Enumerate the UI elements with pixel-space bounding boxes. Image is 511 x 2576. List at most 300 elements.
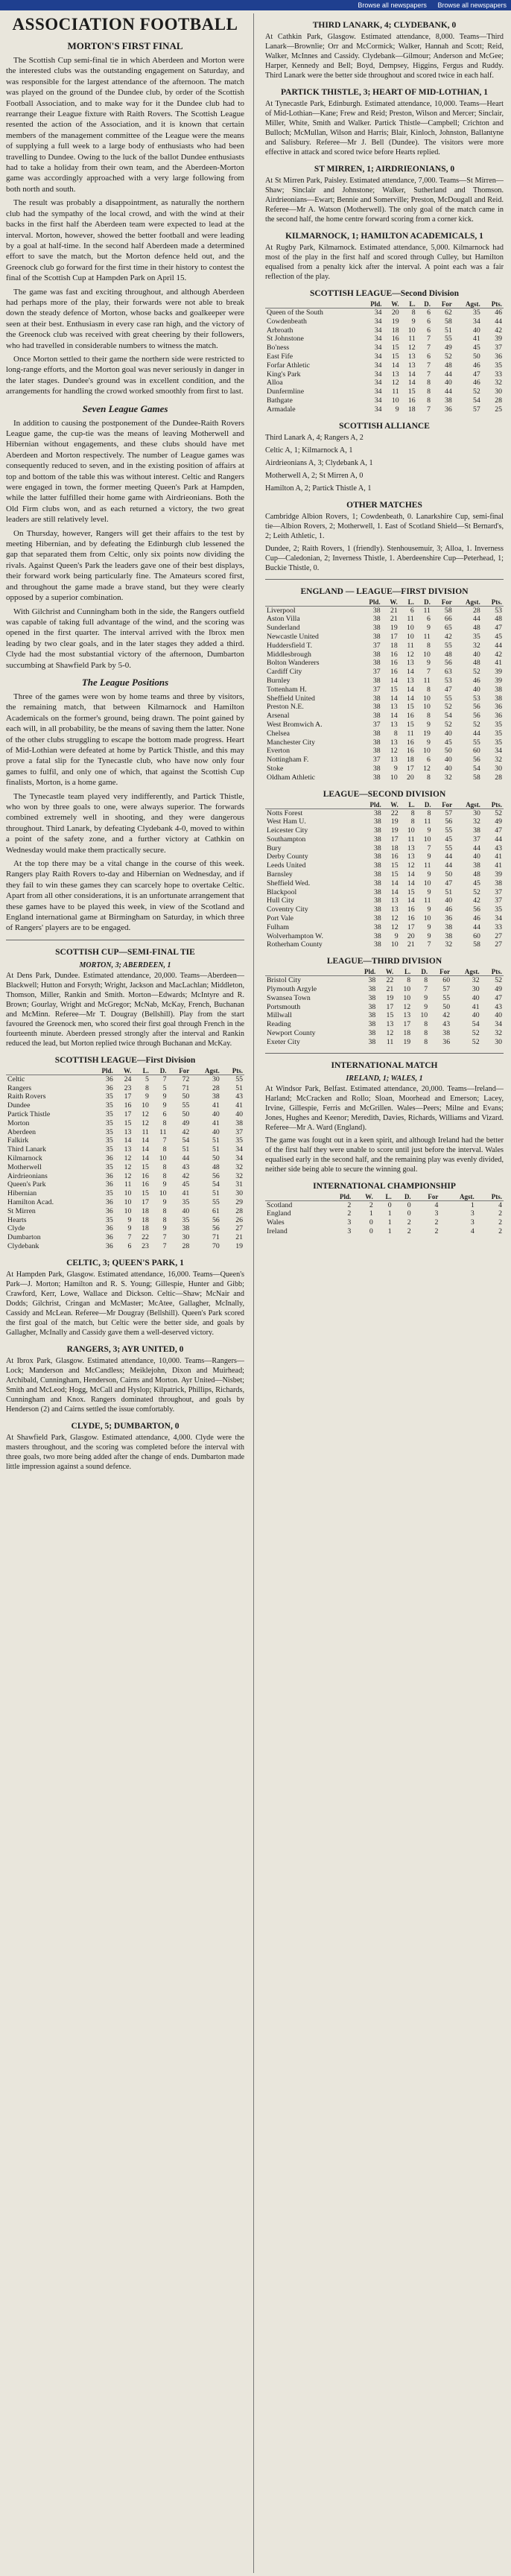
table-header-cell: W. — [382, 598, 399, 607]
table-cell: 15 — [142, 1189, 149, 1198]
section-heading: MORTON'S FIRST FINAL — [67, 40, 183, 51]
table-header-cell: D. — [416, 598, 432, 607]
table-cell: 6 — [410, 606, 414, 615]
table-cell: Southampton — [267, 835, 306, 844]
table-cell: 38 — [372, 738, 381, 747]
table-cell: 12 — [390, 923, 399, 931]
table-cell: 9 — [395, 405, 399, 414]
table-cell: 35 — [105, 1101, 113, 1110]
table-cell: 45 — [444, 738, 452, 747]
table-header-cell: Agst. — [191, 1067, 221, 1075]
table-row — [265, 396, 504, 405]
table-cell: 9 — [424, 1002, 428, 1011]
table-cell: 21 — [407, 940, 415, 949]
table-cell: 8 — [162, 1145, 167, 1154]
article-paragraph: The result was probably a disappointment, as naturally the northern club had the sympathy of the local crowd, and with the wind at their backs in the first half the Aberdeen team were expected to lead at the interval. Morton, however, showed the better football and were leading by a goal at half-time. In the second half Aberdeen made a determined effort to save the match, but the Morton defence held out, and the Greenock club go forward for the first time in their history to contest the final of the Scottish Cup at Hampden Park on April 15. — [6, 198, 244, 283]
table-row — [6, 1180, 244, 1189]
table-cell: 8 — [427, 396, 431, 405]
article-paragraph: With Gilchrist and Cunningham both in the side, the Rangers outfield was capable of taking full advantage of the wind, and the scoring was opened in the first quarter. The interval arrived with the Ibrox men leading by two clear goals, and in the later stages they added a third. Clyde had the most substantial victory of the afternoon, Dumbarton succumbing at Shawfield Park by 5-0. — [6, 607, 244, 670]
table-header-cell: For — [168, 1067, 191, 1075]
table-row — [6, 1189, 244, 1198]
table-cell: 55 — [442, 993, 451, 1002]
table-header-cell: W. — [377, 968, 395, 976]
table-cell: 16 — [407, 905, 415, 914]
table-cell: Coventry City — [267, 905, 308, 914]
table-row — [265, 1020, 504, 1029]
table-cell: 10 — [423, 835, 431, 844]
match-result-heading: PARTICK THISTLE, 3; HEART OF MID-LOTHIAN, 1 — [281, 88, 488, 97]
table-cell: 12 — [390, 747, 398, 756]
table-cell: 55 — [235, 1075, 243, 1083]
table-cell: 9 — [162, 1198, 167, 1207]
table-cell: 38 — [372, 712, 381, 721]
table-cell: 16 — [390, 659, 398, 668]
table-header-cell: Pld. — [323, 1193, 352, 1201]
table-cell: 11 — [424, 896, 431, 905]
table-cell: 34 — [374, 379, 382, 387]
table-cell: 8 — [393, 729, 398, 738]
table-cell: 36 — [105, 1154, 113, 1163]
table-cell: 40 — [472, 650, 480, 659]
table-cell: 28 — [472, 606, 480, 615]
table-cell: 42 — [495, 650, 502, 659]
table-cell: Aston Villa — [267, 615, 300, 624]
table-cell: Cowdenbeath — [267, 317, 307, 326]
table-cell: 14 — [391, 361, 399, 370]
table-cell: 6 — [427, 756, 431, 765]
table-cell: 36 — [105, 1075, 113, 1083]
table-row — [265, 317, 504, 326]
table-cell: 51 — [182, 1145, 190, 1154]
table-cell: 15 — [391, 344, 399, 352]
table-cell: 35 — [105, 1162, 113, 1171]
table-cell: 47 — [444, 685, 452, 694]
table-cell: 11 — [386, 1037, 394, 1046]
table-cell: 36 — [105, 1083, 113, 1092]
table-cell: 52 — [495, 808, 502, 817]
table-cell: 34 — [495, 747, 502, 756]
table-header-cell: For — [432, 300, 454, 308]
table-cell: 37 — [372, 641, 381, 650]
table-cell: 8 — [162, 1215, 167, 1224]
table-cell: Bathgate — [267, 396, 293, 405]
table-cell: 22 — [142, 1233, 149, 1242]
table-row — [265, 694, 504, 703]
table-cell: 35 — [105, 1110, 113, 1119]
table-row — [265, 1038, 504, 1047]
alliance-result: Motherwell A, 2; St Mirren A, 0 — [265, 471, 364, 480]
table-cell: 38 — [235, 1118, 243, 1127]
table-cell: West Ham U. — [267, 817, 306, 826]
table-cell: 44 — [472, 615, 480, 624]
table-cell: Hearts — [7, 1215, 27, 1224]
table-header-cell: W. — [383, 801, 400, 809]
league-table-england-second-title: LEAGUE—SECOND DIVISION — [323, 789, 446, 799]
table-cell: 38 — [372, 606, 381, 615]
table-cell: 35 — [182, 1198, 190, 1207]
table-cell: West Bromwich A. — [267, 720, 323, 729]
table-row — [265, 308, 504, 317]
table-cell: 52 — [472, 387, 480, 396]
table-cell: 16 — [407, 738, 414, 747]
table-cell: Sunderland — [267, 624, 300, 633]
table-cell: Derby County — [267, 852, 308, 861]
table-cell: 15 — [390, 870, 399, 879]
table-cell: 13 — [386, 1020, 394, 1029]
table-row — [265, 730, 504, 738]
table-cell: England — [267, 1209, 291, 1218]
table-cell: Rangers — [7, 1083, 32, 1092]
table-row — [265, 668, 504, 677]
table-cell: 9 — [394, 931, 399, 940]
table-cell: 47 — [445, 879, 453, 887]
table-row — [6, 1163, 244, 1172]
table-cell: 4 — [470, 1227, 475, 1236]
table-cell: 37 — [495, 896, 502, 905]
table-cell: 34 — [374, 370, 382, 379]
table-cell: 46 — [472, 361, 480, 370]
table-cell: 58 — [473, 940, 480, 949]
table-cell: 13 — [407, 361, 416, 370]
right-column — [265, 13, 504, 2573]
table-cell: 38 — [373, 887, 381, 896]
table-cell: 14 — [407, 870, 415, 879]
table-header-cell: Pts. — [481, 968, 504, 976]
table-cell: 56 — [472, 712, 480, 721]
table-cell: 52 — [473, 887, 480, 896]
table-cell: 34 — [374, 335, 382, 344]
table-cell: 14 — [142, 1154, 149, 1163]
table-cell: 16 — [390, 650, 398, 659]
table-cell: 70 — [212, 1242, 220, 1251]
table-cell: 60 — [473, 931, 480, 940]
table-cell: 8 — [162, 1171, 167, 1180]
table-cell: 40 — [445, 896, 453, 905]
table-cell: 38 — [372, 729, 381, 738]
table-cell: 51 — [212, 1189, 220, 1198]
table-cell: 27 — [495, 940, 502, 949]
table-cell: 34 — [374, 344, 382, 352]
table-cell: 8 — [162, 1118, 167, 1127]
table-header-cell: L. — [399, 598, 416, 607]
table-cell: Clyde — [7, 1224, 25, 1233]
table-cell: 36 — [495, 703, 502, 712]
table-cell: 17 — [407, 764, 414, 773]
table-cell: 2 — [407, 1227, 411, 1236]
table-cell: 8 — [410, 817, 415, 826]
table-cell: Burnley — [267, 676, 291, 685]
table-cell: 39 — [495, 335, 502, 344]
table-cell: 18 — [407, 756, 414, 765]
table-cell: 12 — [423, 764, 431, 773]
section-heading: The League Positions — [81, 676, 169, 688]
table-cell: 17 — [386, 1002, 394, 1011]
table-cell: 36 — [442, 1037, 451, 1046]
table-cell: Queen of the South — [267, 308, 323, 317]
table-cell: 36 — [105, 1171, 113, 1180]
table-cell: 32 — [235, 1171, 243, 1180]
table-cell: 11 — [424, 817, 431, 826]
table-cell: 38 — [495, 879, 502, 887]
table-cell: 46 — [473, 914, 480, 923]
table-row — [6, 1128, 244, 1137]
table-cell: Huddersfield T. — [267, 641, 313, 650]
table-cell: 55 — [212, 1198, 220, 1207]
table-cell: 35 — [105, 1145, 113, 1154]
table-cell: 3 — [470, 1209, 475, 1218]
table-cell: 58 — [472, 773, 480, 782]
table-cell: 30 — [235, 1189, 243, 1198]
table-cell: Preston N.E. — [267, 703, 304, 712]
table-cell: 9 — [145, 1092, 149, 1101]
table-header-cell: L. — [133, 1067, 150, 1075]
table-cell: 8 — [427, 712, 431, 721]
table-cell: Bolton Wanderers — [267, 659, 320, 668]
table-cell: 52 — [472, 1029, 480, 1038]
table-cell: 10 — [407, 624, 414, 633]
league-table-england-third — [265, 968, 504, 1046]
table-cell: 34 — [374, 352, 382, 361]
table-cell: Forfar Athletic — [267, 361, 310, 370]
browse-newspapers-link[interactable]: Browse all newspapers — [358, 1, 427, 9]
table-cell: 41 — [495, 659, 502, 668]
table-cell: 12 — [390, 914, 399, 923]
table-cell: 21 — [235, 1233, 243, 1242]
table-cell: 8 — [427, 387, 431, 396]
table-cell: 32 — [472, 976, 480, 985]
table-cell: 32 — [495, 1029, 502, 1038]
table-cell: 35 — [472, 308, 480, 317]
table-cell: Portsmouth — [267, 1002, 301, 1011]
article-paragraph: Three of the games were won by home teams and three by visitors, the remaining match, that between Kilmarnock and Hamilton Academicals on the former's ground, being drawn. The point gained by each will, in all probability, be the means of saving them the latter. None of the other clubs struggling to escape the bottom made progress. Heart of Mid-Lothian were defeated at home by Partick Thistle, and this may prove a fatal slip for the Tynecastle club, who have now only four games to fulfil, and only one of which, that against the Scottish Cup finalists, Morton, is a home game. — [6, 692, 244, 788]
table-cell: Nottingham F. — [267, 756, 309, 765]
table-cell: Wolverhampton W. — [267, 931, 323, 940]
league-table-england-second — [265, 801, 504, 950]
table-cell: 14 — [407, 370, 416, 379]
table-cell: 46 — [445, 905, 453, 914]
table-cell: 52 — [445, 352, 452, 361]
table-cell: 8 — [424, 1037, 428, 1046]
table-cell: 10 — [403, 985, 411, 994]
table-cell: 10 — [124, 1198, 132, 1207]
table-cell: 35 — [495, 361, 502, 370]
table-row — [265, 923, 504, 932]
table-cell: 18 — [390, 844, 399, 852]
table-row — [265, 861, 504, 870]
table-cell: 9 — [162, 1180, 167, 1189]
table-cell: Raith Rovers — [7, 1092, 46, 1101]
table-cell: 26 — [235, 1215, 243, 1224]
alliance-result: Airdrieonians A, 3; Clydebank A, 1 — [265, 458, 373, 467]
alliance-result: Celtic A, 1; Kilmarnock A, 1 — [265, 446, 353, 455]
table-cell: 37 — [372, 720, 381, 729]
table-cell: Port Vale — [267, 914, 294, 923]
table-cell: 28 — [212, 1083, 220, 1092]
table-cell: 44 — [495, 835, 502, 844]
table-cell: 14 — [142, 1145, 149, 1154]
table-cell: Morton — [7, 1118, 30, 1127]
table-cell: 0 — [369, 1227, 373, 1236]
table-cell: 43 — [182, 1162, 190, 1171]
table-cell: Tottenham H. — [267, 685, 307, 694]
table-cell: Oldham Athletic — [267, 773, 316, 782]
table-cell: 13 — [390, 756, 398, 765]
table-cell: 44 — [472, 729, 480, 738]
table-cell: 8 — [427, 773, 431, 782]
table-header-cell: Pld. — [361, 300, 384, 308]
league-table-england-first-title: ENGLAND — LEAGUE—FIRST DIVISION — [300, 586, 469, 596]
table-cell: 12 — [391, 379, 399, 387]
table-cell: 7 — [427, 335, 431, 344]
table-cell: 10 — [124, 1189, 132, 1198]
match-result-heading: KILMARNOCK, 1; HAMILTON ACADEMICALS, 1 — [285, 232, 483, 241]
table-cell: 45 — [472, 344, 480, 352]
league-table-england-first — [265, 598, 504, 782]
table-cell: 52 — [444, 703, 452, 712]
match-report: At Cathkin Park, Glasgow. Estimated attendance, 8,000. Teams—Third Lanark—Brownlie; Orr and McCormick; Walker, Hannah and Scott; Reid, Walker, McInnes and Cassidy. Clydebank—Gilmour; Anderson and McGee; Harper, Kennedy and Bell; Boyd, Dempsey, Higgins, Fergus and Ruddy. Third Lanark were the better side throughout and scored twice in each half. — [265, 33, 504, 80]
table-header-cell: W. — [352, 1193, 374, 1201]
table-cell: 72 — [182, 1075, 190, 1083]
international-championship-table — [265, 1193, 504, 1236]
table-cell: 2 — [434, 1218, 439, 1227]
table-cell: 56 — [212, 1224, 220, 1233]
table-cell: 56 — [212, 1215, 220, 1224]
table-row — [6, 1145, 244, 1154]
table-cell: 55 — [445, 826, 453, 835]
table-cell: 58 — [445, 317, 452, 326]
alliance-result: Hamilton A, 2; Partick Thistle A, 1 — [265, 484, 372, 493]
table-cell: 34 — [495, 914, 502, 923]
table-cell: 8 — [427, 379, 431, 387]
table-cell: 11 — [407, 615, 414, 624]
table-cell: 48 — [472, 624, 480, 633]
table-row — [6, 1242, 244, 1251]
table-row — [6, 1216, 244, 1225]
divider — [265, 579, 504, 580]
match-report: At Ibrox Park, Glasgow. Estimated attendance, 10,000. Teams—Rangers—Lock; Manderson and McCandless; Meiklejohn, Dixon and Muirhead; Archibald, Cunningham, Henderson, Cairns and Morton. Ayr United—Nisbet; Smith and McLeod; Hogg, McCall and Hyslop; Kilpatrick, Phillips, Richards, Cunningham and Knox. Rangers dominated throughout, and goals by Henderson (2) and Cairns settled the issue comfortably. — [6, 1356, 244, 1414]
table-header-cell: L. — [395, 968, 412, 976]
table-cell: Motherwell — [7, 1162, 42, 1171]
table-cell: 10 — [142, 1101, 149, 1110]
table-cell: 5 — [162, 1083, 167, 1092]
table-cell: 30 — [495, 387, 502, 396]
table-cell: 12 — [142, 1118, 149, 1127]
table-cell: 11 — [407, 835, 415, 844]
table-cell: Queen's Park — [7, 1180, 46, 1189]
table-cell: 42 — [444, 632, 452, 641]
table-cell: 38 — [373, 931, 381, 940]
table-cell: 16 — [124, 1101, 132, 1110]
table-cell: 2 — [498, 1209, 502, 1218]
table-cell: 12 — [407, 861, 415, 870]
table-cell: 12 — [386, 1029, 394, 1038]
table-cell: 8 — [424, 1029, 428, 1038]
table-cell: 6 — [427, 326, 431, 335]
table-cell: Cardiff City — [267, 668, 302, 677]
table-cell: 38 — [372, 773, 381, 782]
table-cell: 40 — [235, 1110, 243, 1119]
table-row — [265, 361, 504, 370]
table-cell: 10 — [403, 993, 411, 1002]
table-header-cell: Pld. — [359, 598, 382, 607]
table-cell: Aberdeen — [7, 1127, 36, 1136]
table-cell: 40 — [182, 1206, 190, 1215]
table-cell: 32 — [472, 641, 480, 650]
table-cell: 16 — [142, 1171, 149, 1180]
table-cell: 9 — [393, 764, 398, 773]
table-header-cell: Pts. — [482, 598, 504, 607]
table-cell: 28 — [495, 773, 502, 782]
table-cell: 38 — [372, 632, 381, 641]
table-cell: 34 — [374, 396, 382, 405]
table-cell: 16 — [407, 747, 414, 756]
table-cell: 33 — [495, 923, 502, 931]
table-cell: 38 — [373, 905, 381, 914]
table-cell: 13 — [407, 852, 415, 861]
table-cell: 6 — [127, 1242, 132, 1251]
table-cell: 37 — [372, 685, 381, 694]
table-cell: Blackpool — [267, 887, 297, 896]
alliance-result: Third Lanark A, 4; Rangers A, 2 — [265, 433, 364, 442]
table-cell: 38 — [373, 826, 381, 835]
table-cell: Ireland — [267, 1227, 288, 1236]
table-cell: 48 — [444, 650, 452, 659]
table-cell: 11 — [142, 1127, 149, 1136]
table-cell: 66 — [444, 615, 452, 624]
international-heading: INTERNATIONAL MATCH — [331, 1060, 438, 1070]
table-cell: 9 — [427, 887, 431, 896]
table-row — [265, 633, 504, 642]
table-cell: 3 — [434, 1209, 439, 1218]
match-result-heading: THIRD LANARK, 4; CLYDEBANK, 0 — [312, 21, 457, 30]
table-cell: 37 — [372, 668, 381, 677]
table-cell: 9 — [427, 659, 431, 668]
table-row — [265, 1227, 504, 1236]
table-cell: 10 — [159, 1189, 167, 1198]
table-cell: 38 — [372, 624, 381, 633]
table-cell: 13 — [390, 905, 399, 914]
table-cell: 33 — [495, 370, 502, 379]
table-cell: 50 — [212, 1154, 220, 1163]
table-cell: Hibernian — [7, 1189, 37, 1198]
table-cell: 36 — [105, 1198, 113, 1207]
table-cell: 2 — [498, 1218, 502, 1227]
table-cell: 12 — [403, 1002, 411, 1011]
table-cell: 51 — [445, 326, 452, 335]
table-cell: 38 — [495, 685, 502, 694]
table-cell: 38 — [495, 694, 502, 703]
table-cell: 44 — [445, 861, 453, 870]
table-cell: 52 — [472, 1037, 480, 1046]
table-cell: 53 — [472, 694, 480, 703]
table-row — [265, 985, 504, 994]
browse-newspapers-link-2[interactable]: Browse all newspapers — [437, 1, 507, 9]
table-header-cell — [265, 968, 353, 976]
table-cell: 1 — [387, 1209, 392, 1218]
table-cell: 18 — [390, 641, 398, 650]
table-row — [265, 826, 504, 835]
table-row — [265, 765, 504, 773]
table-cell: 38 — [368, 1029, 376, 1038]
table-cell: 4 — [498, 1200, 502, 1209]
table-cell: 21 — [390, 606, 398, 615]
table-cell: 38 — [372, 747, 381, 756]
table-cell: 8 — [427, 641, 431, 650]
top-navigation-bar — [0, 0, 511, 10]
table-cell: 42 — [495, 326, 502, 335]
table-cell: Barnsley — [267, 870, 293, 879]
table-cell: Falkirk — [7, 1136, 29, 1145]
